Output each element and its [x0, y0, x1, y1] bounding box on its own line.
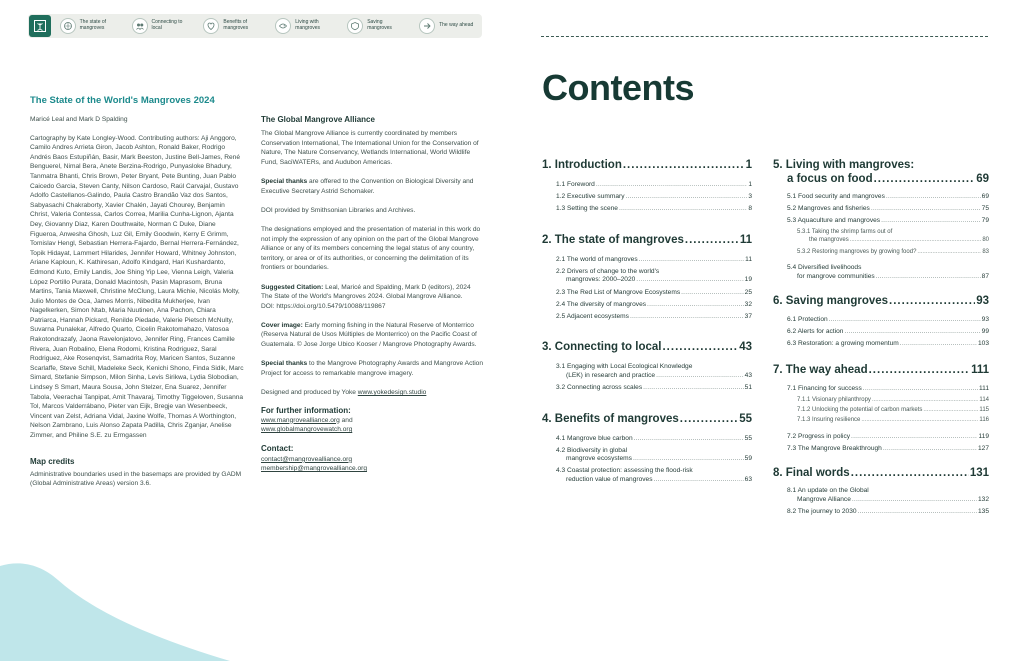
section-label: 6.2 Alerts for action [787, 328, 844, 336]
page-number: 132 [977, 496, 989, 504]
publication-info-column [261, 114, 483, 474]
benefits-icon [203, 18, 219, 34]
toc-section[interactable] [773, 385, 989, 394]
special-thanks-label: Special thanks [261, 177, 308, 185]
nav-connecting-to-local[interactable] [132, 18, 195, 34]
page-number: 93 [981, 316, 989, 324]
toc-section[interactable] [773, 205, 989, 214]
toc-chapter-7[interactable] [773, 363, 989, 377]
subsection-label: 7.1.1 Visionary philanthropy [797, 396, 871, 403]
chapter-label: 4. Benefits of mangroves [542, 412, 679, 425]
cover-image-credit [261, 321, 483, 350]
section-label: 3.1 Engaging with Local Ecological Knowledge [556, 363, 693, 371]
section-label: 7.2 Progress in policy [787, 432, 851, 440]
section-label: reduction value of mangroves [566, 476, 653, 483]
nav-benefits-of-mangroves[interactable] [203, 18, 266, 34]
toc-subsection[interactable] [773, 406, 989, 414]
page-number: 87 [981, 272, 989, 280]
nav-label: Connecting to local [151, 19, 183, 31]
citation-text: Leal, Maricé and Spalding, Mark D (editors), 2024 The State of the World's Mangroves 2024. Global Mangrove Alliance. [261, 283, 471, 301]
page-number: 51 [744, 384, 752, 392]
section-label: 2.2 Drivers of change to the world's [556, 267, 660, 275]
toc-section[interactable] [773, 273, 989, 282]
page-number: 3 [748, 193, 752, 201]
global-mangrove-watch-link[interactable]: www.globalmangrovewatch.org [261, 426, 353, 434]
nav-label: Living with mangroves [295, 19, 321, 31]
toc-subsection[interactable] [773, 416, 989, 424]
section-label: for mangrove communities [797, 272, 875, 280]
toc-chapter-1[interactable] [542, 158, 752, 172]
living-icon [275, 18, 291, 34]
page-number: 116 [979, 417, 989, 424]
way-ahead-icon [419, 18, 435, 34]
dashed-divider [541, 36, 988, 37]
toc-chapter-2[interactable] [542, 233, 752, 247]
page-number: 19 [744, 276, 752, 284]
toc-chapter-5-line2[interactable] [773, 172, 989, 186]
toc-section[interactable] [542, 372, 752, 381]
toc-section[interactable] [542, 205, 752, 214]
report-title: The State of the World's Mangroves 2024 [30, 95, 215, 106]
section-label: Mangrove Alliance [797, 496, 851, 504]
section-label: 2.1 The world of mangroves [556, 255, 638, 263]
subsection-label: 5.3.2 Restoring mangroves by growing food? [797, 248, 917, 255]
section-label: mangrove ecosystems [566, 455, 632, 463]
section-label: 6.1 Protection [787, 316, 828, 324]
page-number: 1 [745, 159, 752, 171]
toc-section[interactable] [542, 301, 752, 310]
section-label: 2.3 The Red List of Mangrove Ecosystems [556, 288, 681, 296]
chapter-label: 6. Saving mangroves [773, 295, 889, 308]
nav-the-way-ahead[interactable] [419, 18, 482, 34]
section-label: 7.1 Financing for success [787, 384, 862, 392]
section-label: 8.2 The journey to 2030 [787, 508, 857, 516]
doi-link[interactable]: DOI: https://doi.org/10.5479/10088/119867 [261, 302, 386, 310]
page-number: 75 [981, 205, 989, 213]
toc-section[interactable] [542, 256, 752, 265]
toc-section[interactable] [773, 433, 989, 442]
page-number: 55 [739, 412, 752, 425]
toc-section[interactable] [542, 384, 752, 393]
toc-section[interactable] [542, 181, 752, 190]
chapter-nav-bar [28, 14, 482, 38]
cover-text: Early morning fishing in the Natural Reserve of Monterrico (Reserva Natural de Usos Múltiples de Monterrico) on the Pacific Coast of Guatemala. © Jose Jorge Ubico Kooser / Mangrove Photography Awards. [261, 321, 477, 349]
page-number: 55 [744, 434, 752, 442]
toc-subsection[interactable] [773, 396, 989, 404]
contents-title: Contents [542, 67, 694, 108]
mangrove-alliance-link[interactable]: www.mangrovealliance.org [261, 416, 340, 424]
toc-section[interactable] [773, 508, 989, 517]
yoke-design-link[interactable]: www.yokedesign.studio [357, 389, 427, 397]
page-number: 114 [979, 396, 989, 403]
doi-provider: DOI provided by Smithsonian Libraries and Archives. [261, 206, 416, 214]
credits-column [30, 95, 245, 489]
chapter-label: 3. Connecting to local [542, 341, 662, 354]
chapter-label: 2. The state of mangroves [542, 233, 684, 246]
subsection-label: 5.3.1 Taking the shrimp farms out of [797, 228, 893, 235]
page-number: 69 [976, 173, 989, 185]
map-credits-text: Administrative boundaries used in the basemaps are provided by GADM (Global Administrative Areas) version 3.6. [30, 470, 242, 488]
special-thanks [261, 177, 483, 196]
toc-section[interactable] [542, 276, 752, 285]
page-number: 11 [745, 255, 752, 263]
toc-section[interactable] [542, 455, 752, 464]
page-number: 111 [971, 363, 989, 376]
page-number: 11 [739, 233, 752, 246]
photo-thanks [261, 359, 483, 378]
section-label: 7.3 The Mangrove Breakthrough [787, 444, 882, 452]
section-label: 5.4 Diversified livelihoods [787, 264, 862, 271]
toc-section[interactable] [773, 496, 989, 505]
link-joiner: and [339, 416, 353, 424]
toc-chapter-6[interactable] [773, 294, 989, 308]
photo-thanks-text: to the Mangrove Photography Awards and Mangrove Action Project for access to remarkable mangrove imagery. [261, 360, 484, 377]
page-number: 43 [744, 371, 752, 379]
section-label: (LEK) in research and practice [566, 371, 656, 379]
chapter-label: 7. The way ahead [773, 363, 868, 376]
chapter-label: a focus on food [787, 173, 873, 185]
membership-email-link[interactable]: membership@mangrovealliance.org [261, 465, 368, 473]
page-number: 59 [744, 455, 752, 463]
section-label: 5.1 Food security and mangroves [787, 193, 885, 200]
photo-thanks-label: Special thanks [261, 360, 308, 368]
page-number: 63 [744, 476, 752, 483]
chapter-label: 5. Living with mangroves: [773, 159, 915, 171]
page-number: 83 [982, 248, 989, 255]
toc-chapter-5[interactable] [773, 158, 989, 172]
nav-saving-mangroves[interactable] [347, 18, 410, 34]
special-thanks-text: are offered to the Convention on Biological Diversity and Executive Secretary Astrid Schomaker. [261, 177, 474, 195]
mangrove-home-icon [33, 19, 47, 33]
toc-section[interactable] [773, 217, 989, 226]
page-number: 135 [977, 508, 989, 516]
saving-icon [347, 18, 363, 34]
page-number: 8 [748, 205, 752, 213]
section-label: 8.1 An update on the Global [787, 487, 869, 495]
nav-state-of-mangroves[interactable] [60, 18, 123, 34]
section-label: 2.4 The diversity of mangroves [556, 300, 647, 308]
toc-section[interactable] [542, 476, 752, 485]
mangrove-state-icon [60, 18, 76, 34]
page-number: 25 [744, 288, 752, 296]
section-label: 5.3 Aquaculture and mangroves [787, 217, 881, 225]
page-number: 80 [982, 237, 989, 244]
nav-label: Benefits of mangroves [223, 19, 249, 31]
section-label: 4.2 Biodiversity in global [556, 446, 628, 454]
report-authors: Maricé Leal and Mark D Spalding [30, 116, 128, 123]
section-label: 2.5 Adjacent ecosystems [556, 312, 629, 320]
page-number: 32 [744, 300, 752, 308]
toc-section[interactable] [542, 313, 752, 322]
gma-heading: The Global Mangrove Alliance [261, 115, 375, 124]
contact-heading: Contact: [261, 443, 294, 453]
section-label: 4.1 Mangrove blue carbon [556, 434, 633, 442]
section-label: 1.3 Setting the scene [556, 205, 618, 213]
page-number: 115 [979, 406, 989, 413]
suggested-citation [261, 283, 483, 302]
further-info-heading: For further information: [261, 405, 351, 415]
page-number: 127 [977, 444, 989, 452]
page-number: 43 [739, 341, 752, 354]
map-credits-heading: Map credits [30, 456, 75, 466]
subsection-label: the mangroves [809, 237, 849, 244]
cover-label: Cover image: [261, 321, 303, 329]
gma-text: The Global Mangrove Alliance is currently coordinated by members Conservation International, The International Union for the Conservation of Nature, The Nature Conservancy, Wetlands International, World Wildlife Fund, SaciWATERs, and Audubon Americas. [261, 130, 479, 166]
page-number: 131 [969, 467, 989, 480]
further-info-links [261, 416, 483, 426]
nav-label: The way ahead [439, 22, 474, 29]
page-number: 69 [981, 193, 989, 200]
contributing-authors: Cartography by Kate Longley-Wood. Contributing authors: Aji Anggoro, Camilo Andres Arrieta Giron, Jacob Ashton, Ronald Baker, Rodrigo Andrés Baos Estupiñán, Basir, Mark Beeston, Justine Bell-James, René Benguerel, Nimal Bera, Anete Berzina-Rodrigo, Punyasloke Bhadury, Tanmatra Bhanti, Chris Brown, Peter Bryant, Pete Bunting, Juan Pablo Caicedo Garcia, Steven Canty, Nilson Cardoso, Raúl Carvajal, Gustavo Adolfo Castellanos-Galindo, Paula Castro Brandão Vaz dos Santos, Sabyasachi Chakraborty, Xavier Chalén, Jayati Chourey, Benjamin Christ, Valeria Contessa, Carlos Correa, Marilia Cunha-Lignon, Ajanta Dey, Giovanny Diaz, Karen Douthwaite, Norman C Duke, Diane Figueroa, Anwesha Ghosh, Luz Gil, Emily Goodwin, Kerry E Grimm, Tomislav Hengl, Sebastian Herrera-Fajardo, Bernal Herrera-Fernández, Topik Hidayat, Lammert Hilarides, Jennifer Howard, Whitney Johnston, Ariane Kaploun, K. Kathiresan, Adolfo Kindgard, Hari Kushardanto, Edmond Kuto, Emily Landis, Joe Shing Yip Lee, Vienna Leigh, Valeria López Portillo Purata, Donald Macintosh, Pasin Maprasom, Bruna Martins, Tania Maxwell, Christine McClung, Laura Michie, Nicolás Molty, Julio Montes de Oca, James Morris, Nibedita Mukherjee, Ivan Nagelkerken, Simon Ntab, Maria Nuutinen, Ana Pachon, Chiara Patriarca, Hannah Pickard, Renilde Piedade, Valerie Pietsch McNulty, Suvarna Punalekar, Alfredo Quarto, Cicelin Rakotomahazo, Vatosoa Rakotondrazafy, Jaona Ravelonjatovo, Jennifer Ring, Frances Camille Rivera, Juan Robalino, Elena Rodomi, Kristina Rodriguez, Saral Rodriguez, Ake Rosenqvist, Samadrita Roy, Maricen Santos, Suzanne Scarlaffe, Steve Schill, Madeleke Seck, Kenichi Shono, Finda Sidik, Marc Simard, Stefanie Simpson, Milon Sinha, Levis Sirikwa, Lydia Slobodian, Lindsey S Smart, Maura Sousa, John Stelzer, Ena Suarez, Jennifer Tabola, Veerachai Tanpipat, Amit Thavaraj, Timothy Tiggeloven, Susanna Tol, Marcos Valderrábano, Pieter van Eijk, Bregje van Wesenbeeck, Vincent van Zelst, Adriana Vidal, Jaxine Wolfe, Thomas A Worthington, Nelson Zambrano, Luis Alonso Zapata Padilla, Chris Zganjar, Anelise Zimmer, and Philine S.E. zu Ermgassen [30, 134, 244, 439]
toc-chapter-3[interactable] [542, 340, 752, 354]
section-label: 4.3 Coastal protection: assessing the flood-risk [556, 467, 693, 475]
toc-section[interactable] [773, 340, 989, 349]
subsection-label: 7.1.3 Insuring resilience [797, 417, 861, 424]
section-label: 5.2 Mangroves and fisheries [787, 205, 870, 213]
page-number: 93 [976, 295, 989, 308]
designed-by [261, 388, 483, 398]
toc-subsection[interactable] [773, 236, 989, 244]
toc-section[interactable] [773, 445, 989, 454]
toc-chapter-8[interactable] [773, 466, 989, 480]
home-button[interactable] [29, 15, 51, 37]
page-number: 99 [981, 328, 989, 336]
page-number: 103 [977, 340, 989, 348]
contact-email-link[interactable]: contact@mangrovealliance.org [261, 455, 352, 463]
toc-section[interactable] [773, 328, 989, 337]
section-label: 1.1 Foreword [556, 181, 595, 188]
nav-label: Saving mangroves [367, 19, 392, 31]
subsection-label: 7.1.2 Unlocking the potential of carbon markets [797, 406, 923, 413]
section-label: 1.2 Executive summary [556, 193, 625, 201]
citation-label: Suggested Citation: [261, 283, 324, 291]
chapter-label: 1. Introduction [542, 159, 622, 171]
section-label: mangroves: 2000–2020 [566, 276, 636, 284]
toc-section[interactable] [542, 193, 752, 202]
section-label: 3.2 Connecting across scales [556, 384, 643, 392]
section-label: 6.3 Restoration: a growing momentum [787, 340, 899, 348]
page-number: 111 [978, 384, 989, 392]
page-number: 37 [744, 312, 752, 320]
toc-section[interactable] [773, 316, 989, 325]
toc-column-right [773, 158, 989, 517]
toc-subsection[interactable] [773, 248, 989, 256]
toc-section[interactable] [542, 289, 752, 298]
connecting-local-icon [132, 18, 148, 34]
page-number: 79 [981, 217, 989, 225]
nav-living-with-mangroves[interactable] [275, 18, 338, 34]
toc-section[interactable] [542, 435, 752, 444]
decorative-wave [0, 560, 230, 661]
designed-text: Designed and produced by Yoke [261, 389, 358, 397]
page-number: 1 [748, 181, 752, 188]
nav-label: The state of mangroves [79, 19, 107, 31]
page-number: 119 [978, 432, 989, 440]
toc-section[interactable] [773, 193, 989, 202]
designations-disclaimer: The designations employed and the presentation of material in this work do not imply the expression of any opinion on the part of the Global Mangrove Alliance or any of its members concerning the legal status of any country, territory, or area or of its authorities, or concerning the delimitation of its frontiers or boundaries. [261, 225, 481, 272]
toc-column-left [542, 158, 752, 485]
toc-chapter-4[interactable] [542, 412, 752, 426]
chapter-label: 8. Final words [773, 467, 850, 480]
